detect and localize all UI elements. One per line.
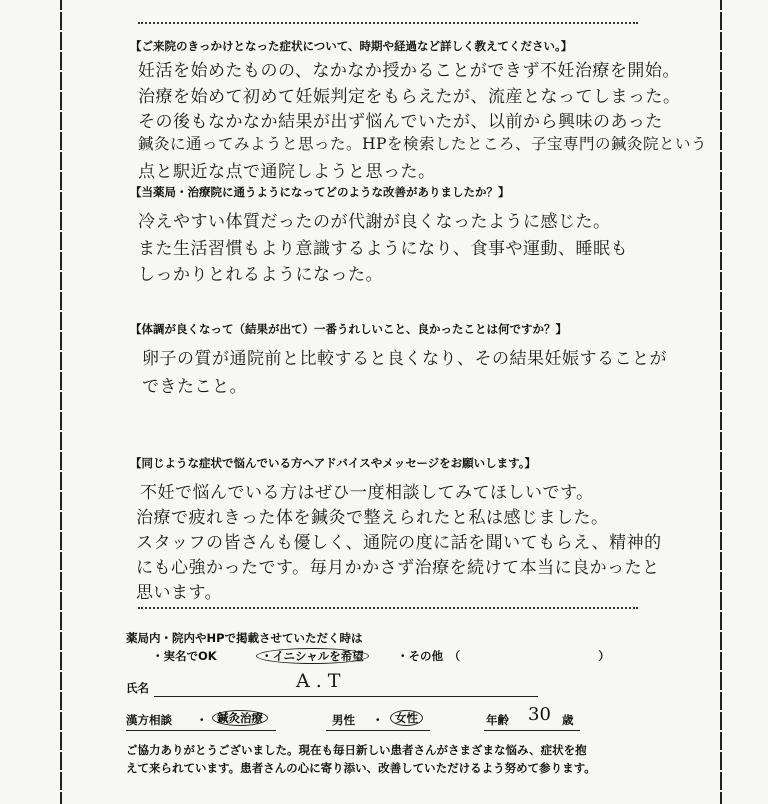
answer-1-line-2: 治療を始めて初めて妊娠判定をもらえたが、流産となってしまった。 bbox=[138, 87, 681, 107]
age-underline bbox=[484, 730, 580, 731]
gender-female bbox=[390, 710, 423, 726]
answer-3-line-1: 卵子の質が通院前と比較すると良くなり、その結果妊娠することが bbox=[142, 349, 667, 369]
thanks-line-2: えて来られています。患者さんの心に寄り添い、改善していただけるよう努めて参ります。 bbox=[126, 761, 596, 775]
treatment-kampo: 漢方相談 bbox=[126, 713, 172, 727]
gender-separator: ・ bbox=[372, 713, 384, 727]
question-4-title: 【同じような症状で悩んでいる方へアドバイスやメッセージをお願いします。】 bbox=[130, 456, 536, 470]
answer-4-line-4: にも心強かったです。毎月かかさず治療を続けて本当に良かったと bbox=[136, 558, 660, 578]
answer-4-line-1: 不妊で悩んでいる方はぜひ一度相談してみてほしいです。 bbox=[140, 483, 594, 503]
answer-3-line-2: できたこと。 bbox=[142, 377, 247, 397]
answer-2-line-3: しっかりとれるようになった。 bbox=[138, 265, 383, 285]
treatment-underline bbox=[126, 730, 276, 731]
name-label: 氏名 bbox=[126, 681, 149, 695]
answer-4-line-3: スタッフの皆さんも優しく、通院の度に話を聞いてもらえ、精神的 bbox=[136, 533, 662, 553]
question-3-title: 【体調が良くなって（結果が出て）一番うれしいこと、良かったことは何ですか？】 bbox=[130, 322, 567, 336]
treatment-acupuncture-circle: 鍼灸治療 bbox=[212, 710, 268, 726]
age-unit: 歳 bbox=[562, 713, 574, 727]
thanks-line-1: ご協力ありがとうございました。現在も毎日新しい患者さんがさまざまな悩み、症状を抱 bbox=[126, 743, 587, 757]
option-initial-circle: ・イニシャルを希望 bbox=[256, 648, 369, 664]
binding-right bbox=[718, 0, 724, 804]
treatment-separator: ・ bbox=[196, 713, 208, 727]
answer-4-line-2: 治療で疲れきった体を鍼灸で整えられたと私は感じました。 bbox=[136, 508, 609, 528]
gender-male: 男性 bbox=[332, 713, 355, 727]
gender-female-circle: 女性 bbox=[390, 710, 423, 726]
age-label: 年齢 bbox=[486, 713, 509, 727]
divider-top bbox=[138, 22, 638, 24]
question-1-title: 【ご来院のきっかけとなった症状について、時期や経過など詳しく教えてください。】 bbox=[130, 39, 573, 53]
divider-bottom bbox=[138, 607, 638, 609]
name-value: A.T bbox=[296, 670, 347, 692]
treatment-acupuncture bbox=[212, 710, 268, 726]
answer-1-line-5: 点と駅近な点で通院しようと思った。 bbox=[138, 162, 436, 182]
option-real-name: ・実名でOK bbox=[152, 649, 217, 663]
option-other: ・その他 （ ） bbox=[397, 649, 610, 663]
option-initial bbox=[256, 648, 369, 664]
gender-underline bbox=[326, 730, 430, 731]
publish-label: 薬局内・院内やHPで掲載させていただく時は bbox=[126, 631, 363, 645]
age-value-wrap bbox=[528, 704, 551, 725]
answer-2-line-1: 冷えやすい体質だったのが代謝が良くなったように感じた。 bbox=[138, 212, 611, 232]
name-underline bbox=[154, 696, 538, 697]
answer-1-line-3: その後もなかなか結果が出ず悩んでいたが、以前から興味のあった bbox=[138, 112, 663, 132]
answer-2-line-2: また生活習慣もより意識するようになり、食事や運動、睡眠も bbox=[138, 239, 628, 259]
age-value: 30 bbox=[528, 704, 551, 725]
answer-1-line-4: 鍼灸に通ってみようと思った。HPを検索したところ、子宝専門の鍼灸院という bbox=[138, 135, 707, 153]
answer-4-line-5: 思います。 bbox=[136, 583, 223, 603]
answer-1-line-1: 妊活を始めたものの、なかなか授かることができず不妊治療を開始。 bbox=[138, 61, 680, 81]
binding-left bbox=[58, 0, 64, 804]
question-2-title: 【当薬局・治療院に通うようになってどのような改善がありましたか？】 bbox=[130, 185, 510, 199]
